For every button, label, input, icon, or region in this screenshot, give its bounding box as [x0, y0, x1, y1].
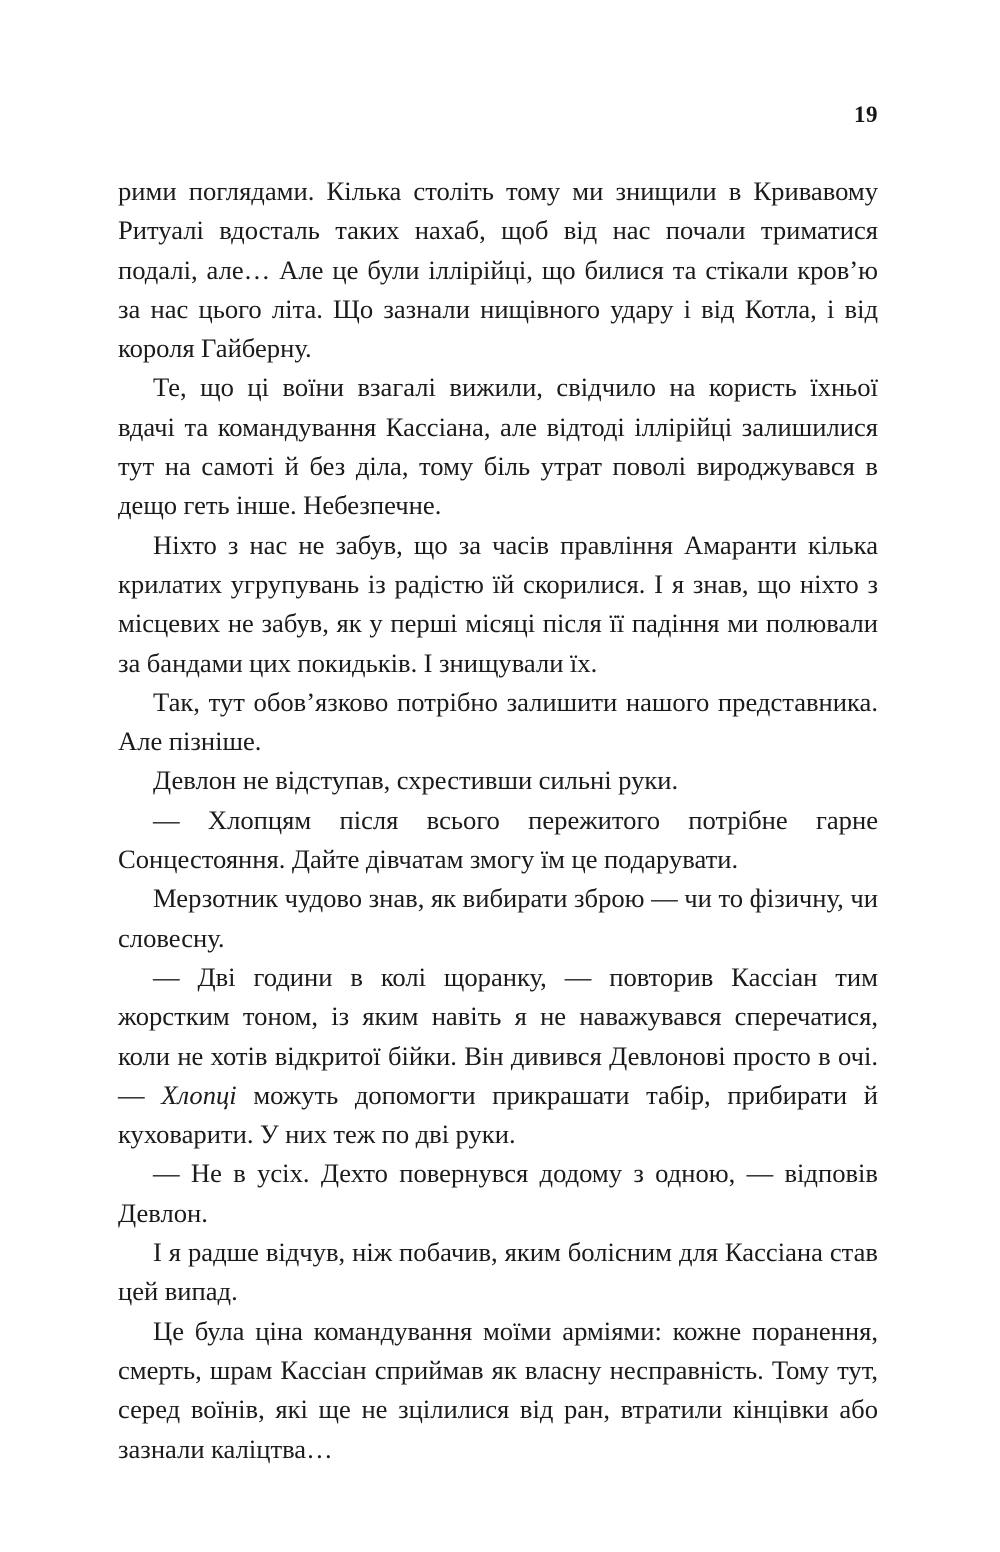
paragraph: Це була ціна командування моїми арміями: кожне поранення, смерть, шрам Кассіан сприймав як власну несправність. Тому тут, серед воїнів, які ще не зцілилися від ран, втратили кінцівки або зазнали каліцтва… [118, 1315, 878, 1464]
body-text-block [118, 172, 878, 1469]
paragraph: І я радше відчув, ніж побачив, яким болісним для Кассіана став цей випад. [118, 1237, 878, 1307]
dialogue-text-tail: можуть допомогти прикрашати табір, прибирати й куховарити. У них теж по дві руки. [118, 1079, 878, 1150]
dialogue-paragraph: — Хлопцям після всього пережитого потрібне гарне Сонцестояння. Дайте дівчатам змогу їм це подарувати. [118, 804, 878, 875]
paragraph: Так, тут обов’язково потрібно залишити нашого представника. Але пізніше. [118, 686, 878, 757]
paragraph: Ніхто з нас не забув, що за часів правління Амаранти кілька крилатих угрупувань із радістю їй скорилися. І я знав, що ніхто з місцевих не забув, як у перші місяці після її падіння ми полювали за бандами цих покидьків. І знищували їх. [118, 529, 878, 678]
page-number: 19 [854, 102, 878, 127]
paragraph: Мерзотник чудово знав, як вибирати зброю — чи то фізичну, чи словесну. [118, 883, 878, 953]
emphasized-word: Хлопці [161, 1079, 237, 1110]
paragraph: рими поглядами. Кілька століть тому ми знищили в Кривавому Ритуалі вдосталь таких нахаб, щоб від нас почали триматися подалі, але… Але це були іллірійці, що билися та стікали кров’ю за нас цього літа. Що зазнали нищівного удару і від Котла, і від короля Гайберну. [118, 176, 878, 364]
dialogue-text-lead: — Дві години в колі щоранку, — повторив Кассіан тим жорстким тоном, із яким навіть я не наважувався сперечатися, коли не хотів відкритої бійки. Він дивився Девлонові просто в очі. — [118, 961, 878, 1110]
dialogue-paragraph: — Не в усіх. Дехто повернувся додому з одною, — відповів Девлон. [118, 1158, 878, 1228]
dialogue-paragraph-emphasis [118, 958, 878, 1154]
paragraph: Девлон не відступав, схрестивши сильні руки. [153, 765, 679, 796]
paragraph: Те, що ці воїни взагалі вижили, свідчило на користь їхньої вдачі та командування Кассіана, але відтоді іллірійці залишилися тут на самоті й без діла, тому біль утрат поволі вироджувався в дещо геть інше. Небезпечне. [118, 372, 878, 521]
